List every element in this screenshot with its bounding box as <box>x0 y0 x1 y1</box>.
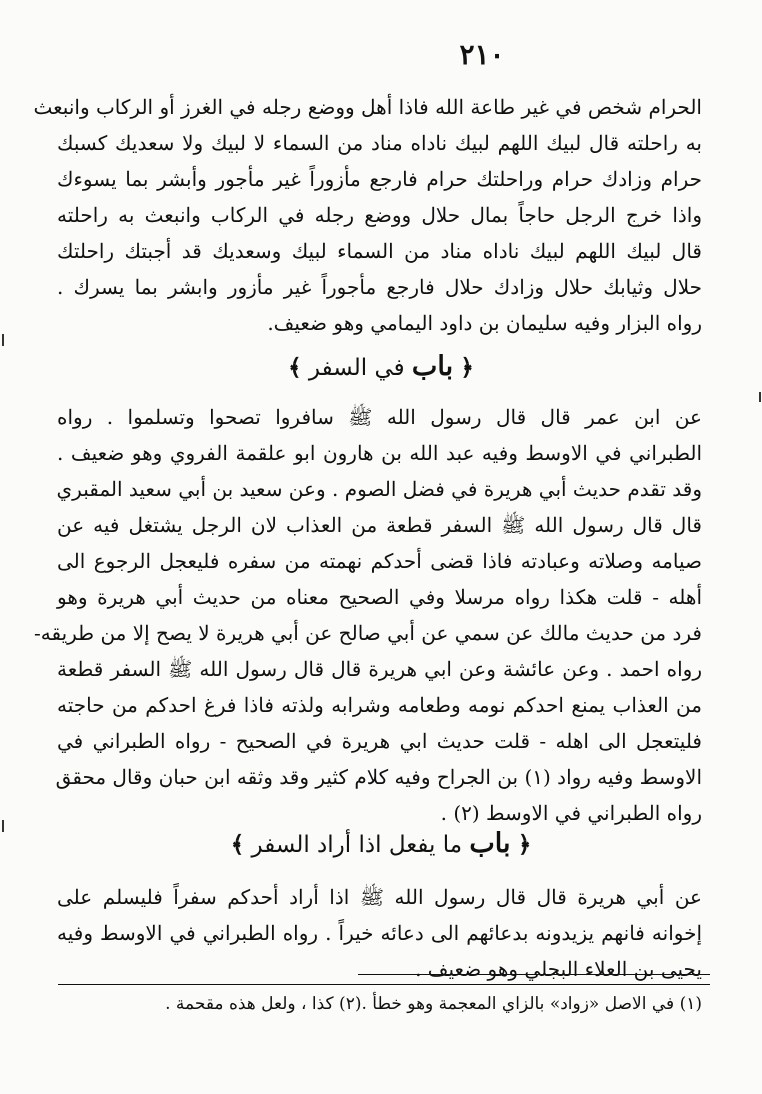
text-line: يحيى بن العلاء البجلي وهو ضعيف . <box>415 957 702 981</box>
text-line: من العذاب يمنع احدكم نومه وطعامه وشرابه ولذته فاذا فرغ احدكم من حاجته <box>57 693 702 717</box>
text-line: أهله - قلت هكذا رواه مرسلا وفي الصحيح معناه من حديث أبي هريرة وهو <box>57 585 702 609</box>
section-heading-travel <box>0 353 762 382</box>
text-line: صيامه وصلاته وعبادته فاذا قضى أحدكم نهمته من سفره فليعجل الرجوع الى <box>57 549 702 573</box>
footnote: (١) في الاصل «زواد» بالزاي المعجمة وهو خطأ .(٢) كذا ، ولعل هذه مقحمة . <box>165 994 702 1014</box>
text-line: واذا خرج الرجل حاجاً بمال حلال ووضع رجله في الركاب وانبعث به راحلته <box>57 203 702 227</box>
ornamental-bracket-close: ﴾ <box>288 354 302 381</box>
section-title: ما يفعل اذا أراد السفر <box>251 832 463 858</box>
chapter-label: باب <box>411 351 454 382</box>
text-line: عن ابن عمر قال قال رسول الله ﷺ سافروا تصحوا وتسلموا . رواه <box>57 405 702 429</box>
text-line: قال لبيك اللهم لبيك ناداه مناد من السماء لبيك وسعديك قد أجبتك راحلتك <box>57 239 702 263</box>
text-line: رواه الطبراني في الاوسط (٢) . <box>440 801 702 825</box>
scan-edge-mark <box>2 334 4 346</box>
text-line: قال قال رسول الله ﷺ السفر قطعة من العذاب لان الرجل يشتغل فيه عن <box>57 513 702 537</box>
scan-edge-mark <box>759 392 761 402</box>
ornamental-bracket-open: ﴿ <box>460 354 474 381</box>
text-line: فرد من حديث مالك عن سمي عن أبي صالح عن أبي هريرة لا يصح إلا من طريقه- <box>33 621 702 645</box>
section-title: في السفر <box>308 355 405 381</box>
text-line: الاوسط وفيه رواد (١) بن الجراح وفيه كلام كثير وقد وثقه ابن حبان وقال محقق <box>55 765 702 789</box>
text-line: الطبراني في الاوسط وفيه عبد الله بن هارون ابو علقمة الفروي وهو ضعيف . <box>57 441 702 465</box>
text-line: رواه البزار وفيه سليمان بن داود اليمامي وهو ضعيف. <box>267 311 702 335</box>
text-line: وقد تقدم حديث أبي هريرة في فضل الصوم . وعن سعيد بن أبي سعيد المقبري <box>56 477 702 501</box>
text-line: إخوانه فانهم يزيدونه بدعائهم الى دعائه خيراً . رواه الطبراني في الاوسط وفيه <box>57 921 702 945</box>
ornamental-bracket-open: ﴿ <box>517 831 532 858</box>
text-line: فليتعجل الى اهله - قلت حديث ابي هريرة في الصحيح - رواه الطبراني في <box>57 729 702 753</box>
footnote-separator-short <box>358 974 710 975</box>
section-heading-before-travel <box>0 830 762 859</box>
text-line: الحرام شخص في غير طاعة الله فاذا أهل ووضع رجله في الغرز أو الركاب وانبعث <box>33 95 702 119</box>
text-line: به راحلته قال لبيك اللهم لبيك ناداه مناد من السماء لا لبيك ولا سعديك كسبك <box>57 131 702 155</box>
chapter-label: باب <box>469 828 511 859</box>
page-number: ٢١٠ <box>459 38 505 71</box>
text-line: رواه احمد . وعن عائشة وعن ابي هريرة قال قال رسول الله ﷺ السفر قطعة <box>57 657 702 681</box>
scan-edge-mark <box>2 820 4 832</box>
text-line: عن أبي هريرة قال قال رسول الله ﷺ اذا أراد أحدكم سفراً فليسلم على <box>57 885 702 909</box>
text-line: حلال وثيابك حلال وزادك حلال فارجع مأجوراً غير مأزور وابشر بما يسرك . <box>57 275 702 299</box>
ornamental-bracket-close: ﴾ <box>230 831 245 858</box>
text-line: حرام وزادك حرام وراحلتك حرام فارجع مأزوراً غير مأجور وأبشر بما يسوءك <box>57 167 702 191</box>
footnote-separator-long <box>58 984 710 985</box>
